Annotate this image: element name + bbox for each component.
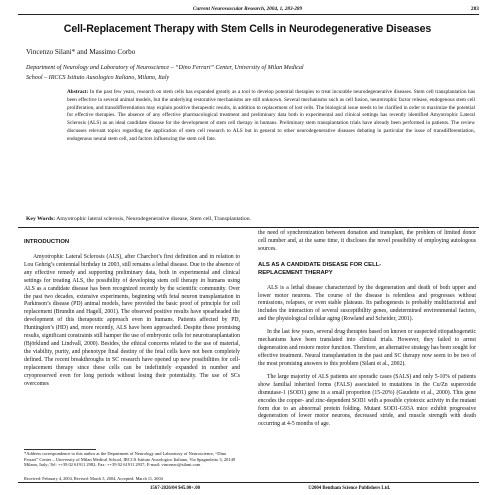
keywords-divider <box>18 227 479 228</box>
copyright-line: ©2004 Bentham Science Publishers Ltd. <box>308 486 391 491</box>
article-title: Cell-Replacement Therapy with Stem Cells in Neurodegenerative Diseases <box>63 23 432 35</box>
header-divider <box>18 14 479 15</box>
right-column <box>258 230 476 429</box>
body-paragraph: In the last few years, several drug therapies based on known or suspected etiopathogenetic mechanisms have been translated into clinical trials. However, they failed to arrest degeneration and restore motor function. Therefore, an alternative strategy has been sought for effective treatment. Neural transplantation in the past and SC therapy now seem to be two of the most promising answers to this problem (Silani et al., 2002). <box>258 329 476 367</box>
section-heading-line: REPLACEMENT THERAPY <box>258 269 333 276</box>
section-heading-line: ALS AS A CANDIDATE DISEASE FOR CELL- <box>258 261 382 268</box>
footer-divider <box>18 482 479 483</box>
abstract-text: In the past few years, research on stem cells has expanded greatly as a tool to develop potential therapies to treat incurable neurodegenerative diseases. Stem cell transplantation has been effective in several animal models, but the underlying restorative mechanisms are still unknown. Several mechanisms such as cell fusion, neurotrophic factor release, endogenous stem cell proliferation, and transdifferentiation may explain positive therapeutic results, in addition to replacement of lost cells. The biological issue needs to be clarified in order to maximize the potential for effective therapies. The absence of any effective pharmacological treatment and preliminary data both in experimental and clinical settings has recently identified Amyotrophic Lateral Sclerosis (ALS) as an ideal candidate disease for the development of stem cell therapy in humans. Preliminary stem transplantation trials have already been performed in patients. The review discusses relevant topics regarding the application of stem cell research to ALS but in general to other neurodegenerative diseases debating in particular the issue of transdifferentiation, endogenous neural stem cell, and factors influencing the stem cell fate. <box>67 89 476 142</box>
received-dates: Received: February 4, 2004, Revised: March 5, 2004, Accepted: March 11, 2004 <box>24 476 163 481</box>
issn-line: 1567-2026/04 $45.00+.00 <box>150 486 201 491</box>
left-column <box>24 230 240 389</box>
keywords-label: Key Words: <box>26 216 56 222</box>
keywords-text: Amyotrophic lateral sclerosis, Neurodegenerative disease, Stem cell, Transplantation. <box>56 216 251 222</box>
author-list: Vincenzo Silani* and Massimo Corbo <box>26 48 136 56</box>
body-paragraph: Amyotrophic Lateral Sclerosis (ALS), after Charchot’s first definition and in relation to Lou Gehrig’s centennial birthday in 2003, still remains a lethal disease. Due to the absence of any effective remedy and supporting preliminary data, both in experimental and clinical settings for treating ALS, the possibility of developing stem cell therapy in humans using ALS as a candidate disease has been recognized recently by the scientific community. Over the past two decades, extensive experiments, beginning with fetal neuron transplantation in Parkinson’s disease (PD) animal models, have provided the basic proof of principle for cell replacement (Brundin and Hagell, 2001). The observed positive results have spearheaded the development of this therapeutic approach even in humans. Patients affected by PD, Huntington’s (HD) and, more recently, ALS have been approached. Despite these promising results, significant constraints still hamper the use of embryonic cells for neurotransplantation (Björklund and Lindvall, 2000). Besides, the ethical concerns related to the use of material, the viability, purity, and phenotype final destiny of the fetal cells have not been completely defined. The recent breakthroughs in SC research have opened up new possibilities for cell-replacement therapy since these cells can be indefinitely expanded in number and cryopreserved even for long periods without losing their potentiality. The use of SCs overcomes <box>24 253 240 387</box>
keywords <box>26 215 476 223</box>
affiliation-line: School – IRCCS Istituto Auxologico Italiano, Milano, Italy <box>26 74 170 81</box>
running-head: Current Neurovascular Research, 2004, 1, 283-289 <box>192 6 303 12</box>
abstract <box>67 89 475 143</box>
body-paragraph: The large majority of ALS patients are sporadic cases (SALS) and only 5-10% of patients show familial inherited forms (FALS) associated to mutations in the Cu/Zn superoxide dismutase-1 (SOD1) gene in a small proportion (15-20%) (Gaudette et al., 2000). This gene encodes the copper- and zinc-dependent SOD1 with a possible cytotoxic activity in the mutant form due to an abnormal protein folding. Mutant SOD1-G93A mice exhibit progressive degeneration of lower motor neurons, decreased stride, and muscle strength with death occurring at 4-5 months of age. <box>258 373 476 428</box>
abstract-label: Abstract: <box>67 89 89 95</box>
body-paragraph-continued: the need of synchronization between donation and transplant, the problem of limited donor cell number and, at the same time, it discloses the novel possibility of employing autologous sources. <box>258 230 476 252</box>
footnote-divider <box>24 449 96 450</box>
correspondence-footnote: *Address correspondence to this author at the Department of Neurology and Laboratory of Neuroscience, “Dino Ferrari” Center – University of Milan Medical School, IRCCS Istituto Auxologico Italiano, Via Spagnoletto 3, 20149 Milano, Italy; Tel: ++39 02 61911 2982; Fax: ++39 02 61911 2937; E-mail: vincenzo@silani.com <box>24 451 236 468</box>
section-heading-als-candidate <box>258 262 476 278</box>
page-number: 283 <box>470 6 479 12</box>
section-heading-introduction: INTRODUCTION <box>24 239 70 245</box>
affiliation <box>26 64 476 83</box>
affiliation-line: Department of Neurology and Laboratory of Neuroscience – “Dino Ferrari” Center, University of Milan Medical <box>26 65 304 71</box>
body-paragraph: ALS is a lethal disease characterized by the degeneration and death of both upper and lower motor neurons. The course of the disease is relentless and progresses without remissions, relapses, or even stable plateaus. Its pathogenesis is probably multifactorial and includes the interaction of several susceptibility genes, undetermined environmental factors, and the physiological cellular aging (Rowland and Scheider, 2001). <box>258 284 476 323</box>
